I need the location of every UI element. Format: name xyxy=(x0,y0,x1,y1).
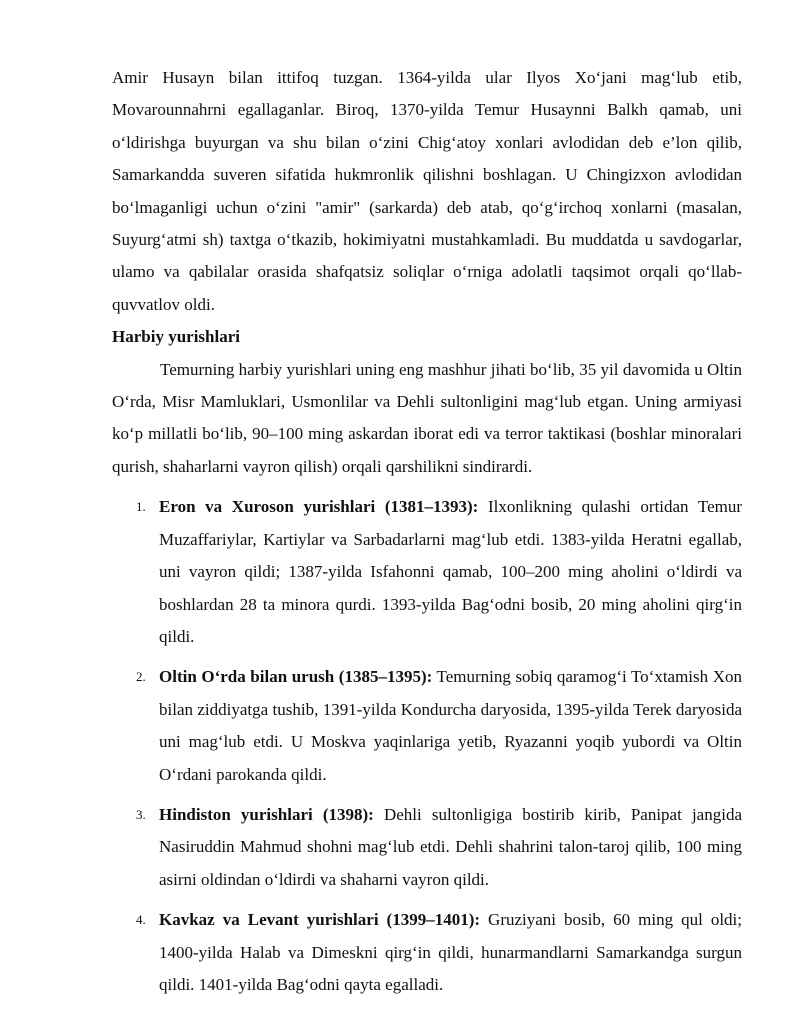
section-heading: Harbiy yurishlari xyxy=(112,327,240,347)
intro-paragraph: Amir Husayn bilan ittifoq tuzgan. 1364-yilda ular Ilyos Xo‘jani mag‘lub etib, Movarounnahrni egallaganlar. Biroq, 1370-yilda Temur Husaynni Balkh qamab, uni o‘ldirishga buyurgan va shu bilan o‘zini Chig‘atoy xonlari avlodidan deb e’lon qilib, Samarkandda suveren sifatida hukmronlik qilishni boshlagan. U Chingizxon avlodidan bo‘lmaganligi uchun o‘zini "amir" (sarkarda) deb atab, qo‘g‘irchoq xonlarni (masalan, Suyurg‘atmi sh) taxtga o‘tkazib, hokimiyatni mustahkamladi. Bu muddatda u savdogarlar, ulamo va qabilalar orasida shafqatsiz soliqlar o‘rniga adolatli taqsimot orqali qo‘llab-quvvatlov oldi. xyxy=(112,68,742,314)
list-item-title: Kavkaz va Levant yurishlari (1399–1401): xyxy=(159,910,481,930)
list-item-body xyxy=(159,491,742,653)
list-item-title: Hindiston yurishlari (1398): xyxy=(159,804,374,824)
campaign-list xyxy=(112,491,742,1001)
list-item-number: 4. xyxy=(136,912,146,928)
list-item-title: Oltin O‘rda bilan urush (1385–1395): xyxy=(159,667,433,687)
list-item-text: Dehli sultonligiga bostirib kirib, Panipat jangida Nasiruddin Mahmud shohni mag‘lub etdi. Dehli shahrini talon-taroj qilib, 100 ming asirni oldindan o‘ldirdi va shaharni vayron qildi. xyxy=(159,804,742,889)
list-item-body xyxy=(159,904,742,1001)
section-paragraph: Temurning harbiy yurishlari uning eng mashhur jihati bo‘lib, 35 yil davomida u Oltin O‘rda, Misr Mamluklari, Usmonlilar va Dehli sultonligini mag‘lub etgan. Uning armiyasi ko‘p millatli bo‘lib, 90–100 ming askardan iborat edi va terror taktikasi (boshlar minoralari qurish, shaharlarni vayron qilish) orqali qarshilikni sindirardi. xyxy=(112,359,742,476)
list-item-text: Temurning sobiq qaramog‘i To‘xtamish Xon bilan ziddiyatga tushib, 1391-yilda Kondurcha daryosida, 1395-yilda Terek daryosida uni mag‘lub etdi. U Moskva yaqinlariga yetib, Ryazanni yoqib yubordi va Oltin O‘rdani parokanda qildi. xyxy=(159,667,742,784)
list-item xyxy=(112,799,742,896)
list-item xyxy=(112,661,742,791)
list-item-number: 1. xyxy=(136,499,146,515)
list-item xyxy=(112,904,742,1001)
list-item-title: Eron va Xuroson yurishlari (1381–1393): xyxy=(159,497,479,517)
list-item xyxy=(112,491,742,653)
list-item-text: Gruziyani bosib, 60 ming qul oldi; 1400-yilda Halab va Dimeskni qirg‘in qildi, hunarmandlarni Samarkandga surgun qildi. 1401-yilda Bag‘odni qayta egalladi. xyxy=(159,910,742,994)
list-item-text: Ilxonlikning qulashi ortidan Temur Muzaffariylar, Kartiylar va Sarbadarlarni mag‘lub etdi. 1383-yilda Heratni egallab, uni vayron qildi; 1387-yilda Isfahonni qamab, 100–200 ming aholini o‘ldirdi va boshlardan 28 ta minora qurdi. 1393-yilda Bag‘odni bosib, 20 ming aholini qirg‘in qildi. xyxy=(159,497,743,646)
list-item-body xyxy=(159,799,742,896)
list-item-number: 2. xyxy=(136,669,146,685)
list-item-body xyxy=(159,661,742,791)
list-item-number: 3. xyxy=(136,806,146,822)
